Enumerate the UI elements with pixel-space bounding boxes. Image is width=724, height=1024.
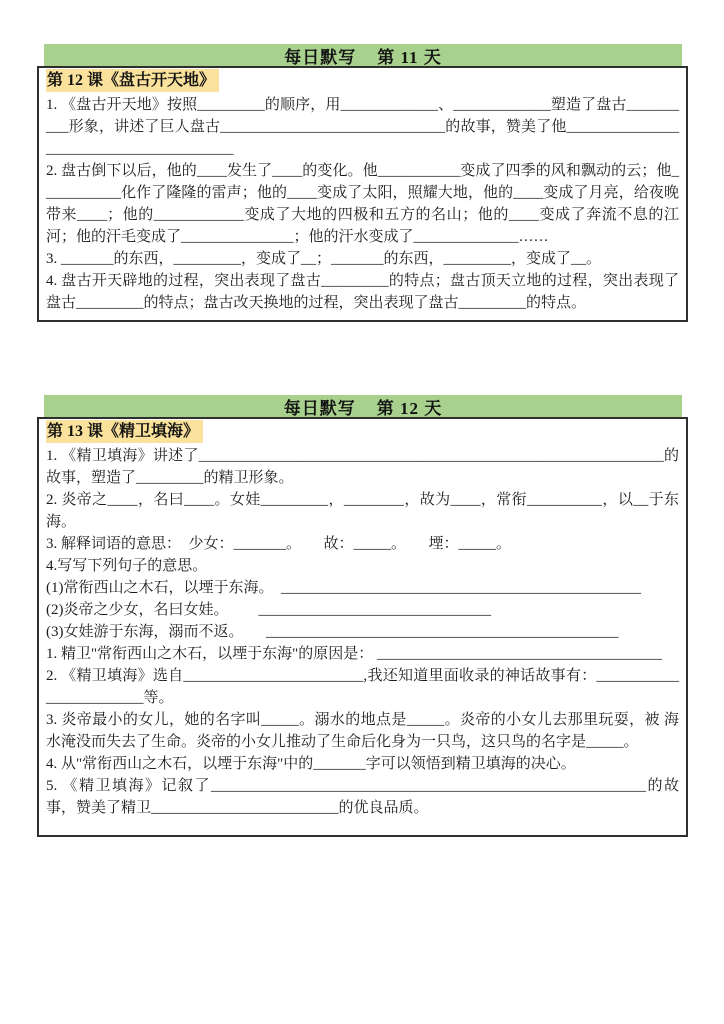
day12-question-4-item-2: (2)炎帝之少女，名曰女娃。 _______________________________ [46, 602, 491, 618]
day11-header-band [44, 44, 682, 66]
lesson-12-title-line [46, 69, 679, 93]
day11-question-1: 1. 《盘古开天地》按照_________的顺序，用_____________、_____________塑造了盘古__________形象，讲述了巨人盘古______________________________的故事，赞美了他________________________________________ [46, 97, 679, 157]
section-day11 [0, 44, 724, 322]
day12-question-1: 1. 《精卫填海》讲述了______________________________________________________________的故事，塑造了_________的精卫形象。 [46, 448, 679, 486]
day11-question-4: 4. 盘古开天辟地的过程，突出表现了盘古_________的特点；盘古顶天立地的过程，突出表现了盘古_________的特点；盘古改天换地的过程，突出表现了盘古_________的特点。 [46, 273, 679, 311]
day12-question-box [37, 417, 688, 837]
day12-question-4-item-1: (1)常衔西山之木石，以堙于东海。 ________________________________________________ [46, 580, 641, 596]
lesson-13-title-line [46, 420, 679, 444]
day12-question-4: 4.写写下列句子的意思。 [46, 558, 208, 574]
day12-question-2: 2. 炎帝之____，名曰____。女娃_________，________，故为____，常衔__________，以__于东海。 [46, 492, 679, 530]
day12-question-6: 2. 《精卫填海》选自________________________,我还知道里面收录的神话故事有：________________________等。 [46, 668, 679, 706]
day12-question-4-item-3: (3)女娃游于东海，溺而不返。 _______________________________________________ [46, 624, 619, 640]
day11-question-3: 3. _______的东西，_________，变成了__；_______的东西，_________，变成了__。 [46, 251, 602, 267]
lesson-13-title: 第 13 课《精卫填海》 [46, 420, 203, 443]
day11-question-2: 2. 盘古倒下以后，他的____发生了____的变化。他___________变成了四季的风和飘动的云；他___________化作了隆隆的雷声；他的____变成了太阳，照耀大地，他的____变成了月亮，给夜晚带来____；他的____________变成了大地的四极和五方的名山；他的____变成了奔流不息的江河；他的汗毛变成了_______________；他的汗水变成了______________…… [46, 163, 679, 245]
day11-question-box [37, 66, 688, 322]
section-day12 [0, 395, 724, 837]
lesson-12-title: 第 12 课《盘古开天地》 [46, 69, 219, 92]
day12-question-3: 3. 解释词语的意思： 少女：_______。 故：_____。 堙：_____。 [46, 536, 512, 552]
day12-question-9: 5. 《精卫填海》记叙了__________________________________________________________的故事，赞美了精卫_________________________的优良品质。 [46, 778, 679, 816]
day12-header-title: 每日默写 第 12 天 [283, 398, 443, 418]
day12-question-5: 1. 精卫"常衔西山之木石，以堙于东海"的原因是： ______________________________________ [46, 646, 662, 662]
day11-header-title: 每日默写 第 11 天 [284, 47, 442, 67]
day12-header-band [44, 395, 682, 417]
day12-question-7: 3. 炎帝最小的女儿，她的名字叫_____。溺水的地点是_____。炎帝的小女儿去那里玩耍，被 海水淹没而失去了生命。炎帝的小女儿推动了生命后化身为一只鸟，这只鸟的名字是_____。 [46, 712, 679, 750]
day12-question-8: 4. 从"常衔西山之木石，以堙于东海"中的_______字可以领悟到精卫填海的决心。 [46, 756, 576, 772]
